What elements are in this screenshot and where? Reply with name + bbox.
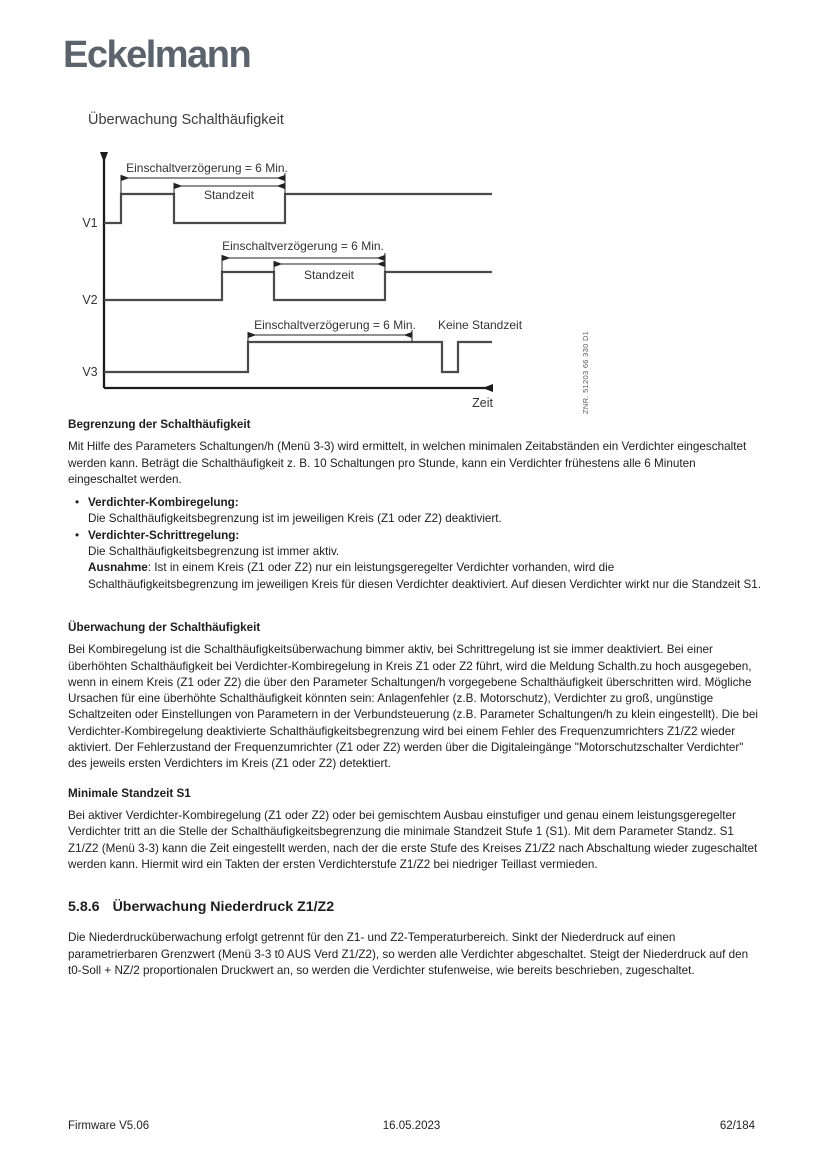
signal-v3 xyxy=(104,342,492,372)
paragraph-ueberwachung: Bei Kombiregelung ist die Schalthäufigkeitsüberwachung bimmer aktiv, bei Schrittregelung ist sie immer deaktiviert. Bei einer überhöhten Schalthäufigkeit bei Verdichter-Kombiregelung in Kreis Z1 oder Z2 führt, wird die Meldung Schalth.zu hoch ausgegeben, wenn in einem Kreis (Z1 oder Z2) die über den Parameter Schaltungen/h vorgegebene Schalthäufigkeit überschritten wird. Mögliche Ursachen für eine überhöhte Schalthäufigkeit könnten sein: Anlagenfehler (z.B. Motorschutz), Verdichter zu groß, ungünstige Schaltzeiten oder Einstellungen von Parametern in der Verbundsteuerung (z.B. Parameter Schaltungen/h zu klein eingestellt). Die bei Verdichter-Kombiregelung deaktivierte Schalthäufigkeitsbegrenzung wird bei einem Fehler des Frequenzumrichters Z1/Z2 wieder aktiviert. Der Fehlerzustand der Frequenzumrichter (Z1 oder Z2) werden über die Digitaleingänge "Motorschutzschalter Verdichter" des jeweils ersten Verdichters im Kreis (Z1 oder Z2) detektiert. xyxy=(68,643,758,771)
section-heading-ueberwachung: Überwachung der Schalthäufigkeit xyxy=(68,620,261,634)
eckelmann-logo: Eckelmann xyxy=(63,34,251,76)
bullet-title: • Verdichter-Kombiregelung: xyxy=(88,496,239,510)
v1-standzeit-label: Standzeit xyxy=(203,188,255,202)
list-item-schrittregelung xyxy=(68,528,763,593)
figure-caption: Überwachung Schalthäufigkeit xyxy=(88,112,284,128)
signal-v1-label: V1 xyxy=(82,216,98,230)
v2-delay-label: Einschaltverzögerung = 6 Min. xyxy=(222,239,384,253)
v1-delay-label: Einschaltverzögerung = 6 Min. xyxy=(126,161,288,175)
body-content xyxy=(68,417,763,979)
bullet-exception-text xyxy=(88,560,763,593)
signal-v2 xyxy=(104,272,492,300)
timing-diagram-svg xyxy=(75,145,595,415)
signal-v2-label: V2 xyxy=(82,293,98,307)
paragraph-begrenzung: Mit Hilfe des Parameters Schaltungen/h (Menü 3-3) wird ermittelt, in welchen minimalen Zeitabständen ein Verdichter eingeschaltet werden kann. Beträgt die Schalthäufigkeit z. B. 10 Schaltungen pro Stunde, kann ein Verdichter frühestens alle 6 Minuten eingeschaltet werden. xyxy=(68,440,747,486)
exception-label: Ausnahme xyxy=(88,561,148,575)
section-heading-begrenzung: Begrenzung der Schalthäufigkeit xyxy=(68,418,251,431)
page-footer xyxy=(68,1120,755,1136)
exception-body: : Ist in einem Kreis (Z1 oder Z2) nur ein leistungsgeregelter Verdichter vorhanden, wird die Schalthäufigkeitsbegrenzung im jeweiligen Kreis für diesen Verdichter deaktiviert. Auf diesen Verdichter wirkt nur die Standzeit S1. xyxy=(88,561,762,591)
bullet-text: Die Schalthäufigkeitsbegrenzung ist im jeweiligen Kreis (Z1 oder Z2) deaktiviert. xyxy=(88,512,502,526)
bullet-text: Die Schalthäufigkeitsbegrenzung ist immer aktiv. xyxy=(88,545,340,559)
time-axis-label: Zeit xyxy=(472,396,493,410)
v3-keine-standzeit-label: Keine Standzeit xyxy=(437,318,523,332)
paragraph-standzeit-s1: Bei aktiver Verdichter-Kombiregelung (Z1 oder Z2) oder bei gemischtem Ausbau einstufiger und genau einem leistungsgeregelter Verdichter tritt an die Stelle der Schalthäufigkeitsbegrenzung die minimale Standzeit Stufe 1 (S1). Mit dem Parameter Standz. S1 Z1/Z2 (Menü 3-3) kann die Zeit eingestellt werden, nach der die erste Stufe des Kreises Z1/Z2 nach Abschaltung wieder zugeschaltet werden kann. Hiermit wird ein Takten der ersten Verdichterstufe Z1/Z2 bei niedriger Teillast vermieden. xyxy=(68,808,758,871)
v3-delay-label: Einschaltverzögerung = 6 Min. xyxy=(254,318,416,332)
section-heading-standzeit-s1: Minimale Standzeit S1 xyxy=(68,786,191,800)
list-item-kombiregelung xyxy=(68,495,763,528)
v2-standzeit-label: Standzeit xyxy=(303,268,355,282)
paragraph-niederdruck: Die Niederdrucküberwachung erfolgt getrennt für den Z1- und Z2-Temperaturbereich. Sinkt der Niederdruck auf einen parametrierbaren Grenzwert (Menü 3-3 t0 AUS Verd Z1/Z2), so werden alle Verdichter abgeschaltet. Steigt der Niederdruck auf den t0-Soll + NZ/2 proportionalen Druckwert an, so werden die Verdichter stufenweise, wie bereits beschrieben, zugeschaltet. xyxy=(68,931,749,978)
drawing-number-note: ZNR. 51203 66 330 D1 xyxy=(581,330,590,414)
signal-v1 xyxy=(104,194,492,223)
footer-date: 16.05.2023 xyxy=(382,1120,441,1132)
section-heading-niederdruck xyxy=(68,899,763,915)
section-number: 5.8.6 xyxy=(68,899,100,916)
bullet-title: • Verdichter-Schrittregelung: xyxy=(88,528,240,542)
timing-diagram xyxy=(75,145,595,415)
footer-firmware-version: Firmware V5.06 xyxy=(68,1120,150,1132)
footer-page-number: 62/184 xyxy=(719,1120,755,1132)
bullet-list xyxy=(68,495,763,593)
section-title: Überwachung Niederdruck Z1/Z2 xyxy=(112,899,335,916)
signal-v3-label: V3 xyxy=(82,365,98,379)
